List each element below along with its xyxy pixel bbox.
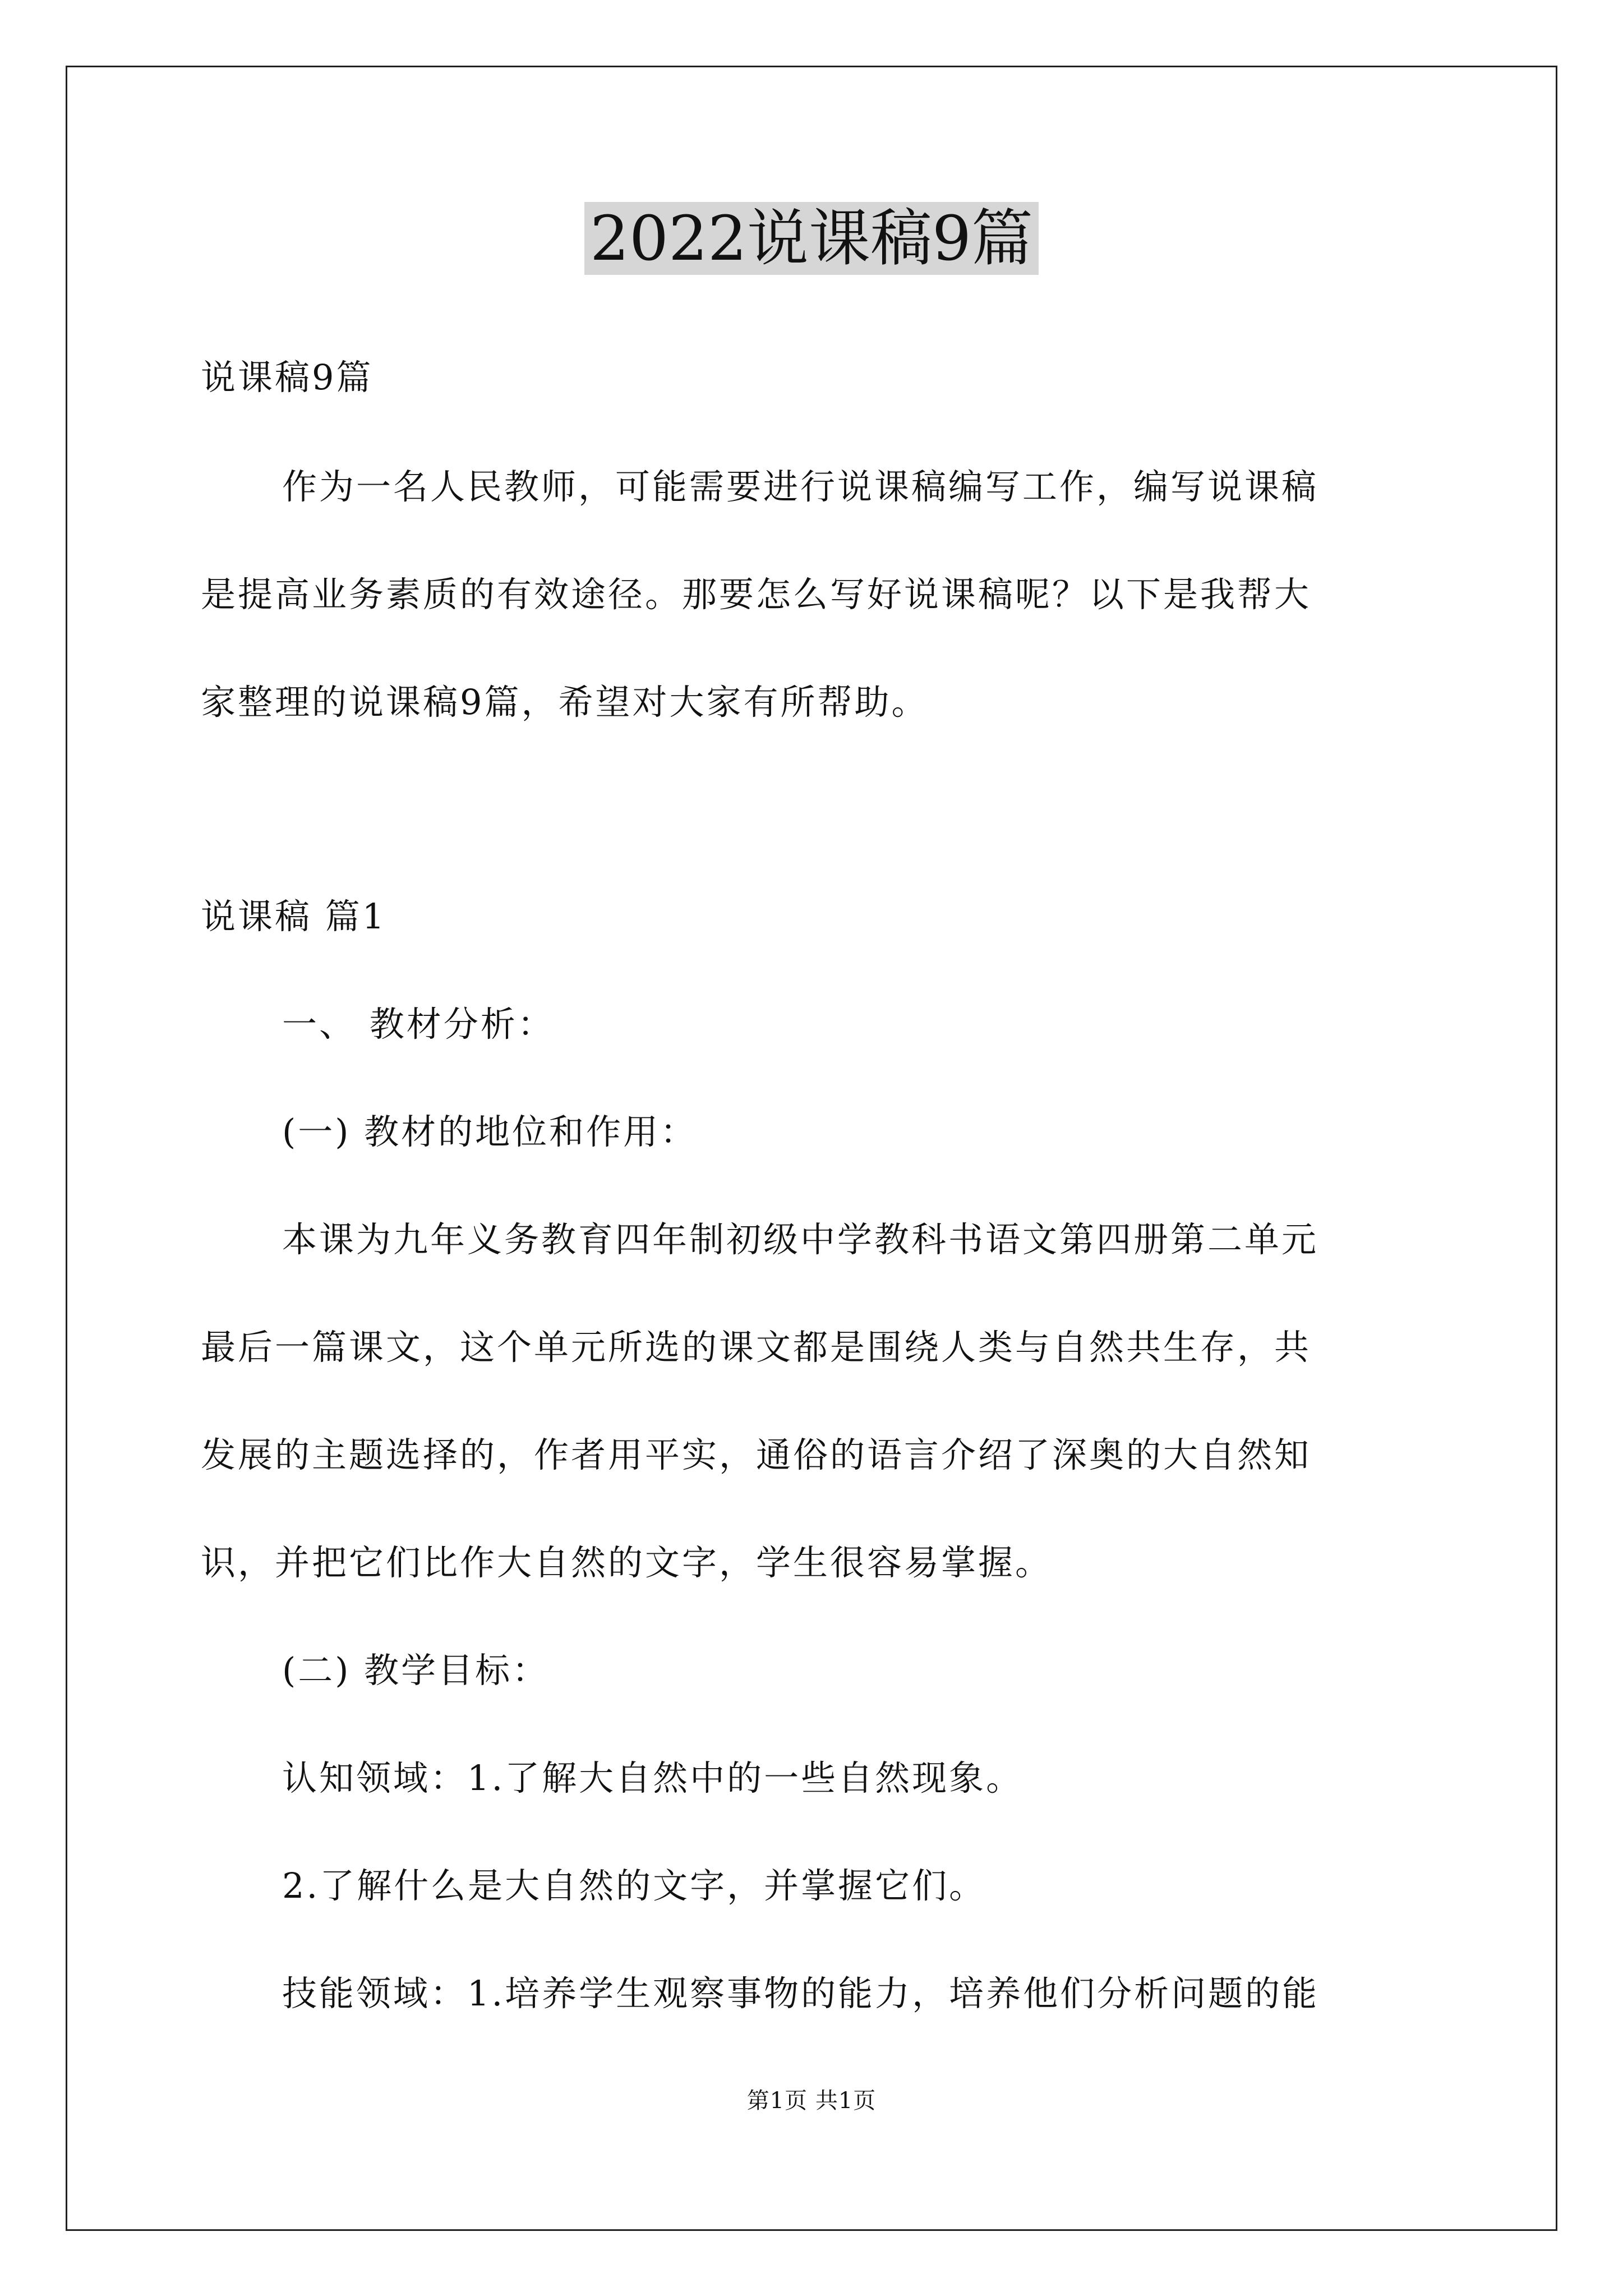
heading-textbook-role: (一) 教材的地位和作用： (282, 1111, 698, 1152)
para-line-4: 识，并把它们比作大自然的文字，学生很容易掌握。 (201, 1542, 1053, 1583)
title-container (0, 202, 1623, 275)
page-footer: 第1页 共1页 (746, 2088, 877, 2114)
intro-line-2: 是提高业务素质的有效途径。那要怎么写好说课稿呢？以下是我帮大 (201, 574, 1312, 615)
goal-line-1: 认知领域：1.了解大自然中的一些自然现象。 (282, 1757, 1023, 1798)
para-line-2: 最后一篇课文，这个单元所选的课文都是围绕人类与自然共生存，共 (201, 1327, 1312, 1368)
goal-line-2: 2.了解什么是大自然的文字，并掌握它们。 (282, 1865, 986, 1906)
section-heading: 说课稿 篇1 (201, 896, 387, 937)
intro-line-3: 家整理的说课稿9篇，希望对大家有所帮助。 (201, 682, 929, 723)
para-line-1: 本课为九年义务教育四年制初级中学教科书语文第四册第二单元 (282, 1219, 1319, 1260)
document-subtitle: 说课稿9篇 (201, 357, 374, 398)
heading-textbook-analysis: 一、 教材分析： (282, 1004, 555, 1045)
intro-line-1: 作为一名人民教师，可能需要进行说课稿编写工作，编写说课稿 (282, 466, 1319, 507)
goal-line-3: 技能领域：1.培养学生观察事物的能力，培养他们分析问题的能 (282, 1973, 1320, 2014)
heading-teaching-goals: (二) 教学目标： (282, 1650, 550, 1691)
para-line-3: 发展的主题选择的，作者用平实，通俗的语言介绍了深奥的大自然知 (201, 1434, 1312, 1475)
document-title: 2022说课稿9篇 (584, 202, 1039, 275)
